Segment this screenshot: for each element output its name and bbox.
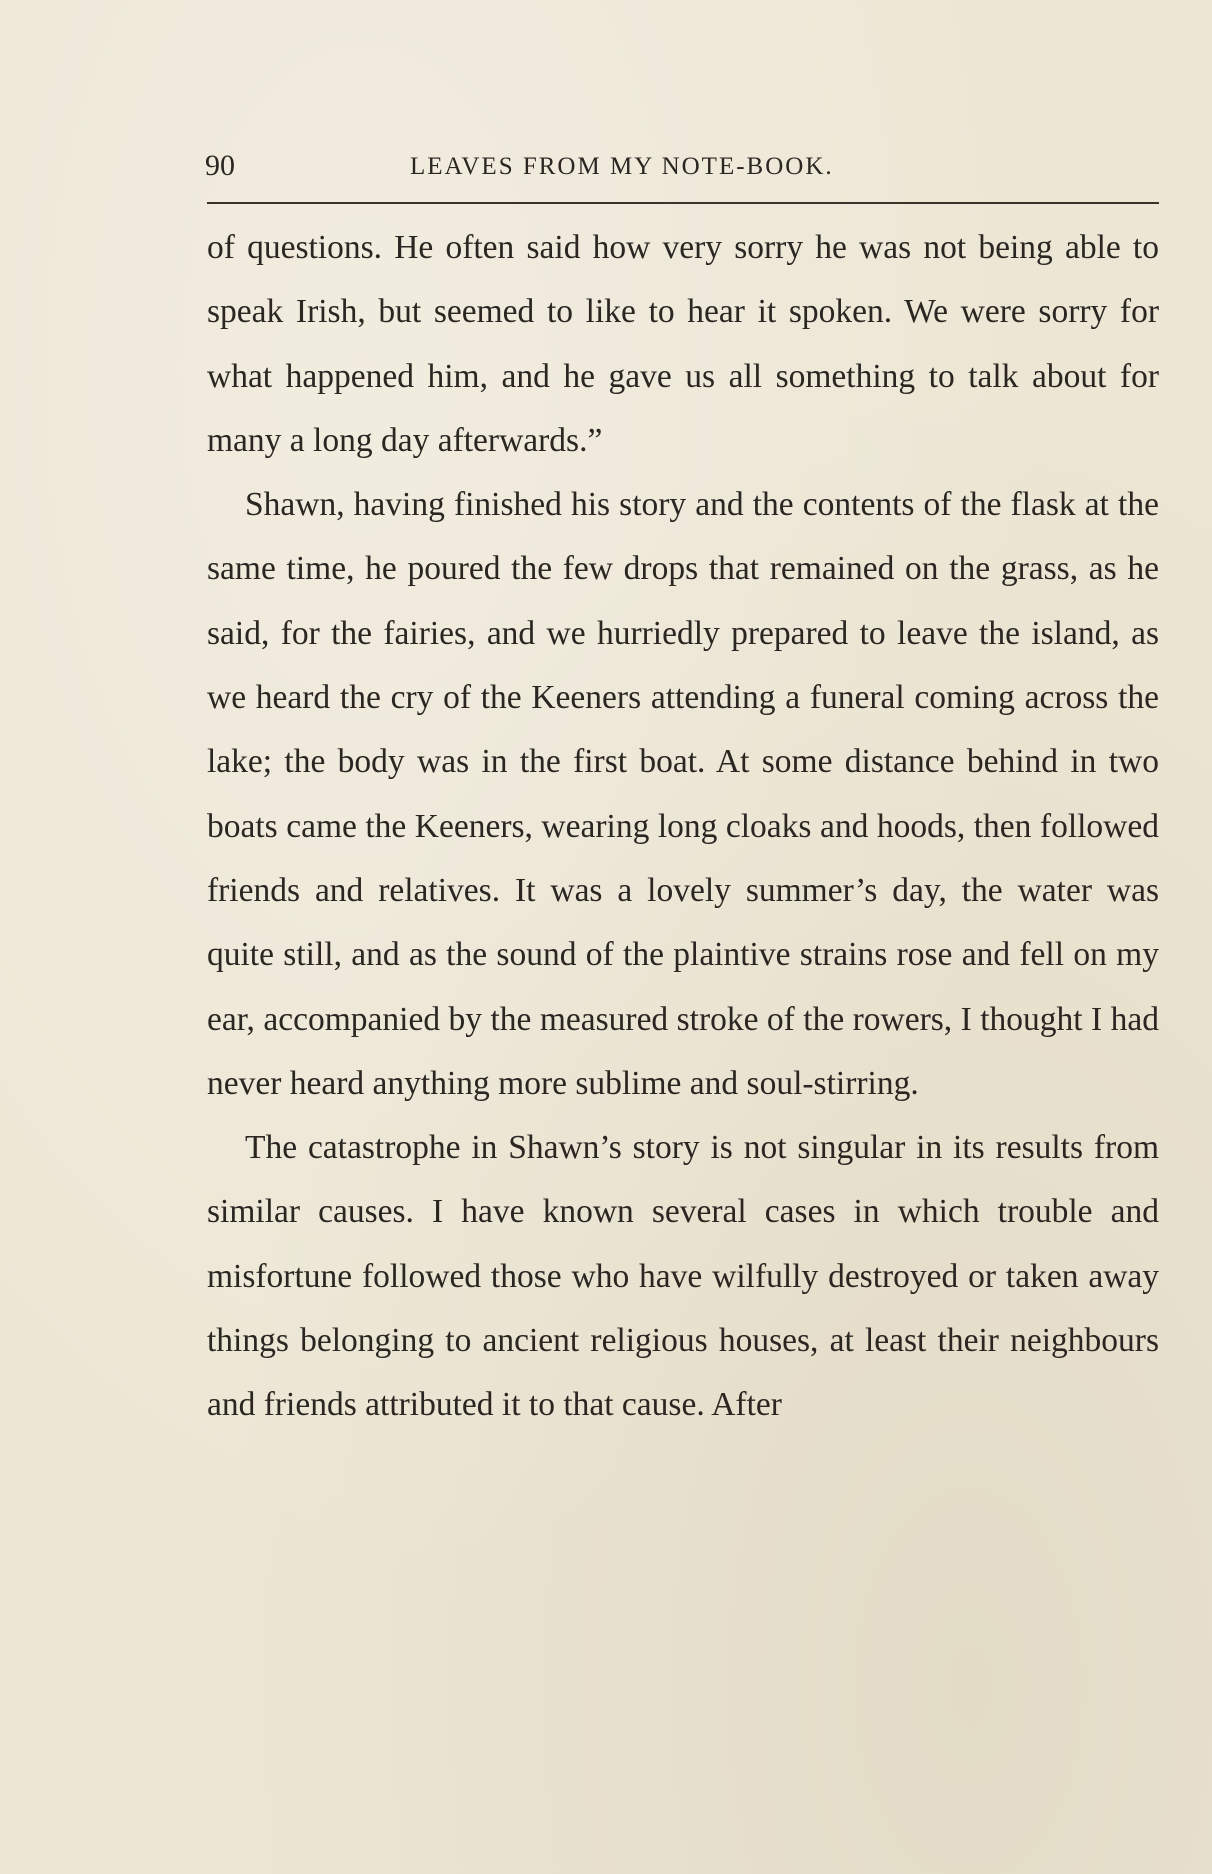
paragraph-funeral: Shawn, having finished his story and the contents of the flask at the same time, he poured the few drops that remained on the grass, as he said, for the fairies, and we hurriedly prepared to leave the island, as we heard the cry of the Keeners attending a funeral coming across the lake; the body was in the first boat. At some distance behind in two boats came the Keeners, wearing long cloaks and hoods, then followed friends and relatives. It was a lovely summer’s day, the water was quite still, and as the sound of the plaintive strains rose and fell on my ear, accompanied by the measured stroke of the rowers, I thought I had never heard anything more sublime and soul-stirring. <box>207 486 1159 1102</box>
page-number: 90 <box>205 149 235 182</box>
header-rule <box>207 202 1159 204</box>
paragraph-catastrophe: The catastrophe in Shawn’s story is not singular in its results from similar causes. I have known several cases in which trouble and misfortune followed those who have wilfully destroyed or taken away things belonging to ancient religious houses, at least their neighbours and friends attributed it to that cause. After <box>207 1129 1159 1424</box>
running-head <box>205 148 1160 184</box>
running-title: LEAVES FROM MY NOTE-BOOK. <box>410 153 834 180</box>
body-text <box>207 216 1159 1438</box>
paragraph-continued: of questions. He often said how very sorry he was not being able to speak Irish, but seemed to like to hear it spoken. We were sorry for what happened him, and he gave us all something to talk about for many a long day afterwards.” <box>207 229 1159 459</box>
